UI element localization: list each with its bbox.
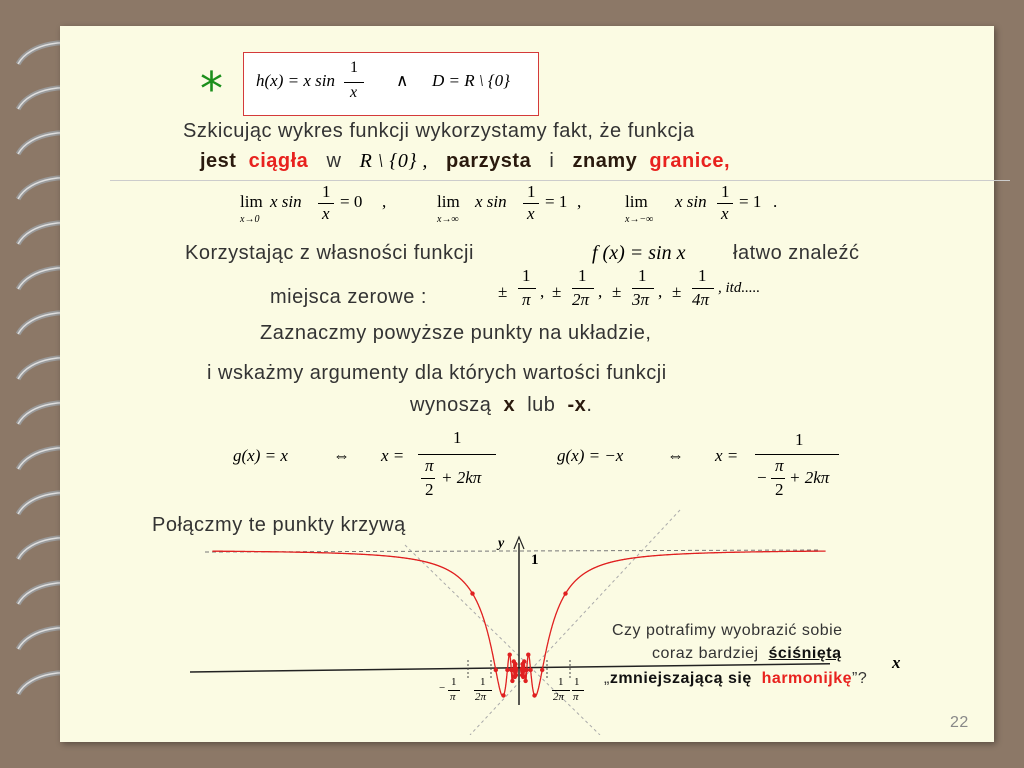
word-jest: jest — [200, 150, 237, 172]
curve-point — [501, 693, 505, 697]
text-line-3b: łatwo znaleźć — [733, 242, 860, 264]
text-line-4: miejsca zerowe : — [270, 286, 427, 308]
curve-point — [510, 679, 514, 683]
curve-point — [532, 693, 536, 697]
separator-line — [110, 180, 1010, 181]
formula-frac-den: x — [350, 84, 358, 101]
word-ciagla: ciągła — [248, 150, 309, 172]
word-zmniejszajaca: zmniejszającą się — [609, 670, 752, 687]
text-line-6: i wskażmy argumenty dla których wartości funkcji — [207, 362, 667, 384]
tick-1-over-2pi: 1 2π — [550, 676, 576, 706]
question-line-1: Czy potrafimy wyobrazić sobie — [612, 622, 843, 639]
curve-point — [513, 662, 517, 666]
curve-point — [512, 668, 516, 672]
tick-minus-1-over-pi: − 1 π — [437, 676, 465, 706]
curve-point — [514, 673, 518, 677]
curve-point — [520, 673, 524, 677]
word-granice: granice, — [649, 150, 731, 172]
bullet-asterisk: * — [200, 62, 224, 116]
word-minus-x: -x — [567, 394, 587, 416]
text-line-8: Połączmy te punkty krzywą — [152, 514, 406, 536]
zeros-list: ± 1 π , ± 1 2π , ± 1 3π , ± 1 4π , itd..... — [498, 266, 761, 309]
word-scisnieta: ściśniętą — [768, 645, 842, 662]
tick-minus-1-over-2pi: 1 2π — [472, 676, 498, 706]
graph — [180, 505, 830, 735]
line-y-equals-x — [405, 545, 600, 735]
question-line-3: „zmniejszającą się harmonijkę”? — [604, 670, 868, 687]
text-line-3a: Korzystając z własności funkcji — [185, 242, 474, 264]
equation-g-equals-x: g(x) = x ⇔ x = 1 π 2 + 2kπ — [233, 428, 513, 508]
text-line-2 — [200, 150, 730, 173]
text-line-5: Zaznaczmy powyższe punkty na układzie, — [260, 322, 652, 344]
limit-1: lim x→0 x sin 1 x = 0 , — [240, 182, 387, 225]
curve-point — [523, 679, 527, 683]
word-harmonijke: harmonijkę — [761, 670, 852, 687]
x-axis-label: x — [892, 653, 901, 672]
word-x: x — [503, 394, 516, 416]
sin-function: f (x) = sin x — [592, 242, 686, 264]
curve-point — [494, 668, 498, 672]
formula-frac-line — [344, 82, 364, 83]
curve-point — [505, 668, 509, 672]
formula-domain: D = R \ {0} — [432, 71, 510, 90]
word-parzysta: parzysta — [446, 150, 532, 172]
curve-point — [528, 668, 532, 672]
curve-point — [563, 591, 567, 595]
equation-g-equals-minus-x: g(x) = −x ⇔ x = 1 − π 2 + 2kπ — [557, 430, 857, 510]
word-wynosza: wynoszą — [410, 394, 492, 416]
word-w: w — [326, 150, 342, 172]
formula-box — [243, 52, 539, 116]
curve-point — [470, 591, 474, 595]
word-lub: lub — [527, 394, 556, 416]
formula-frac-num: 1 — [350, 59, 358, 76]
curve-point — [521, 668, 525, 672]
curve-point — [540, 668, 544, 672]
question-line-2: coraz bardziej ściśniętą — [652, 645, 842, 662]
word-znamy: znamy — [572, 150, 638, 172]
limit-3: lim x→−∞ x sin 1 x = 1 . — [625, 182, 778, 225]
curve-point — [520, 662, 524, 666]
page-number: 22 — [950, 714, 969, 731]
y-axis-label: y — [498, 536, 505, 551]
word-i: i — [549, 150, 555, 172]
formula-h: h(x) = x sin — [256, 71, 335, 90]
curve-point — [526, 653, 530, 657]
set-r-minus-zero: R \ {0} , — [359, 150, 428, 172]
text-line-7: wynoszą x lub -x. — [410, 394, 593, 416]
text-line-1: Szkicując wykres funkcji wykorzystamy fakt, że funkcja — [183, 120, 695, 142]
one-label: 1 — [531, 552, 539, 568]
curve-point — [508, 653, 512, 657]
limit-2: lim x→∞ x sin 1 x = 1 , — [437, 182, 582, 225]
tick-1-over-pi: 1 π — [570, 676, 590, 706]
formula-and: ∧ — [396, 71, 409, 90]
